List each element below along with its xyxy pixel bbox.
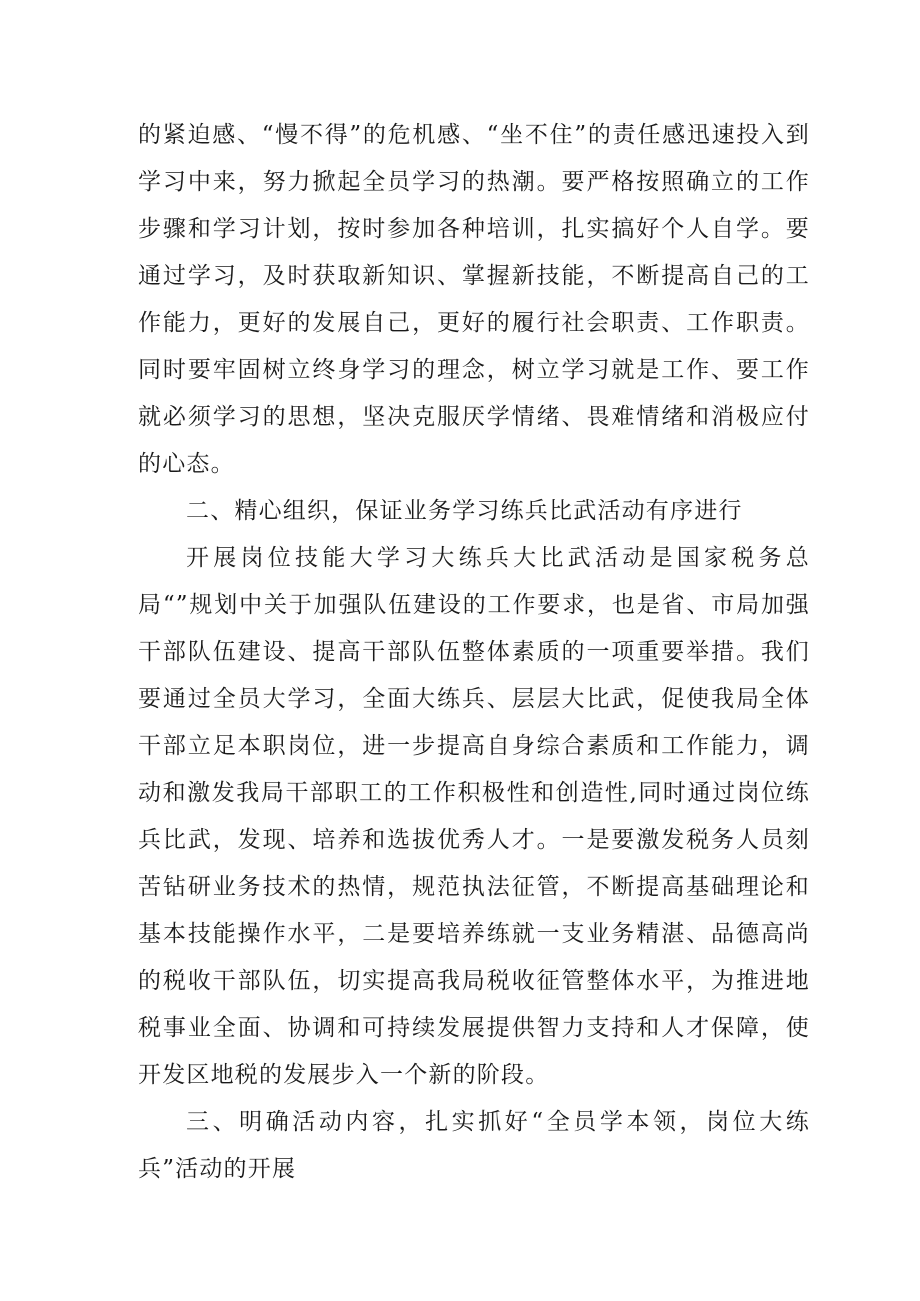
section-heading-three: 三、明确活动内容，扎实抓好“全员学本领，岗位大练兵”活动的开展 — [138, 1109, 810, 1182]
paragraph-continuation: 的紧迫感、“慢不得”的危机感、“坐不住”的责任感迅速投入到学习中来，努力掀起全员学习的热潮。要严格按照确立的工作步骤和学习计划，按时参加各种培训，扎实搞好个人自学。要通过学习，及时获取新知识、掌握新技能，不断提高自己的工作能力，更好的发展自己，更好的履行社会职责、工作职责。同时要牢固树立终身学习的理念，树立学习就是工作、要工作就必须学习的思想，坚决克服厌学情绪、畏难情绪和消极应付的心态。 — [138, 122, 810, 477]
section-heading-two: 二、精心组织，保证业务学习练兵比武活动有序进行 — [186, 498, 743, 524]
paragraph-body: 开展岗位技能大学习大练兵大比武活动是国家税务总局“”规划中关于加强队伍建设的工作要求，也是省、市局加强干部队伍建设、提高干部队伍整体素质的一项重要举措。我们要通过全员大学习，全面大练兵、层层大比武，促使我局全体干部立足本职岗位，进一步提高自身综合素质和工作能力，调动和激发我局干部职工的工作积极性和创造性,同时通过岗位练兵比武，发现、培养和选拔优秀人才。一是要激发税务人员刻苦钻研业务技术的热情，规范执法征管，不断提高基础理论和基本技能操作水平，二是要培养练就一支业务精湛、品德高尚的税收干部队伍，切实提高我局税收征管整体水平，为推进地税事业全面、协调和可持续发展提供智力支持和人才保障，使开发区地税的发展步入一个新的阶段。 — [138, 545, 810, 1088]
document-body — [138, 112, 810, 1193]
